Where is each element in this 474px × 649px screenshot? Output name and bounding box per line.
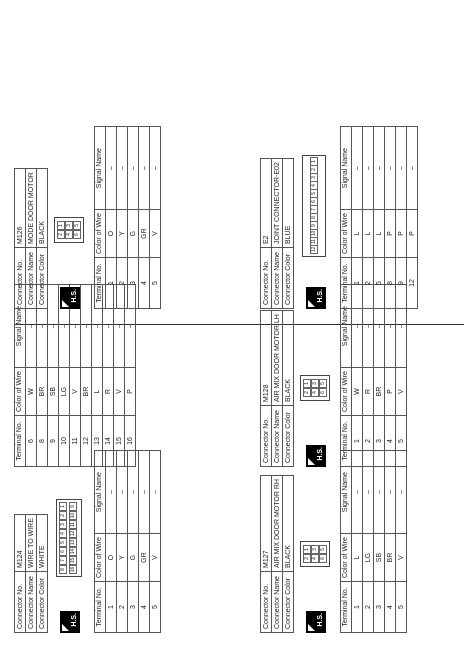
connector-face-m124 bbox=[56, 499, 82, 577]
connector-pin: 9 bbox=[69, 502, 77, 511]
connector-pin: 3 bbox=[311, 545, 319, 554]
terminal-cell: 1 bbox=[106, 258, 117, 309]
conn-color-value: WHITE bbox=[37, 515, 48, 572]
wire-color-cell: W bbox=[352, 368, 363, 416]
wire-color-cell: SB bbox=[374, 534, 385, 582]
table-row bbox=[150, 451, 161, 633]
signal-cell: – bbox=[396, 127, 407, 210]
connector-pin: 16 bbox=[70, 566, 76, 573]
terminal-table-m128: Terminal No. Color of Wire Signal Name 1 W – 2 R – 3 BR – 4 P – 5 V – bbox=[340, 284, 407, 467]
terminal-cell: 15 bbox=[114, 416, 125, 467]
wire-color-cell: L bbox=[363, 210, 374, 258]
connector-pin: 1 bbox=[59, 502, 67, 511]
table-row bbox=[385, 451, 396, 633]
terminal-cell: 9 bbox=[396, 258, 407, 309]
connector-face-e2 bbox=[302, 155, 326, 257]
terminal-cell: 12 bbox=[407, 258, 418, 309]
connector-pin: 13 bbox=[70, 539, 76, 546]
table-row bbox=[48, 285, 59, 467]
conn-name-value: MODE DOOR MOTOR bbox=[26, 169, 37, 248]
table-row bbox=[114, 285, 125, 467]
wire-color-cell: L bbox=[352, 534, 363, 582]
connector-block-m128 bbox=[260, 284, 407, 467]
signal-cell: – bbox=[139, 451, 150, 534]
wire-color-cell: R bbox=[103, 368, 114, 416]
connector-pin: 11 bbox=[70, 521, 76, 528]
table-row bbox=[26, 285, 37, 467]
signal-cell: – bbox=[385, 127, 396, 210]
connector-pin: 7 bbox=[59, 556, 67, 565]
connector-block-m124 bbox=[14, 450, 161, 633]
terminal-table-m124-cont bbox=[14, 284, 136, 467]
signal-cell: – bbox=[385, 285, 396, 368]
wire-color-cell: V bbox=[150, 210, 161, 258]
hs-icon: H.S. bbox=[306, 611, 326, 633]
wire-color-cell: BR bbox=[385, 534, 396, 582]
wire-color-cell: L bbox=[352, 210, 363, 258]
connector-pin: 7 bbox=[310, 205, 318, 214]
connector-pin: 2 bbox=[303, 554, 311, 563]
signal-cell: – bbox=[125, 285, 136, 368]
wire-color-cell: L bbox=[92, 368, 103, 416]
connector-pin: 15 bbox=[70, 557, 76, 564]
hs-icon: H.S. bbox=[306, 445, 326, 467]
signal-cell: – bbox=[59, 285, 70, 368]
signal-cell: – bbox=[26, 285, 37, 368]
wire-color-header: Color of Wire bbox=[15, 368, 26, 416]
signal-cell: – bbox=[352, 127, 363, 210]
conn-color-label: Connector Color bbox=[37, 248, 48, 309]
terminal-cell: 2 bbox=[363, 416, 374, 467]
terminal-cell: 1 bbox=[352, 258, 363, 309]
wire-color-header: Color of Wire bbox=[95, 534, 106, 582]
terminal-cell: 3 bbox=[374, 582, 385, 633]
conn-name-label: Connector Name bbox=[26, 248, 37, 309]
signal-cell: – bbox=[150, 127, 161, 210]
terminal-cell: 3 bbox=[128, 582, 139, 633]
connector-pin: 1 bbox=[303, 545, 311, 554]
terminal-cell: 1 bbox=[106, 582, 117, 633]
hs-icon: H.S. bbox=[60, 611, 80, 633]
wire-color-cell: GR bbox=[139, 210, 150, 258]
table-row bbox=[117, 127, 128, 309]
connector-pin: 2 bbox=[303, 388, 311, 397]
table-row bbox=[363, 451, 374, 633]
wire-color-cell: P bbox=[125, 368, 136, 416]
wire-color-cell: G bbox=[128, 210, 139, 258]
table-row bbox=[37, 285, 48, 467]
terminal-cell: 4 bbox=[139, 582, 150, 633]
terminal-cell: 4 bbox=[385, 582, 396, 633]
connector-pin: 8 bbox=[310, 213, 318, 222]
connector-pin: 5 bbox=[73, 221, 81, 230]
wire-color-cell: V bbox=[396, 534, 407, 582]
connector-pin: 10 bbox=[70, 512, 76, 519]
signal-cell: – bbox=[139, 127, 150, 210]
terminal-cell: 2 bbox=[363, 258, 374, 309]
table-row bbox=[139, 127, 150, 309]
signal-cell: – bbox=[37, 285, 48, 368]
signal-cell: – bbox=[363, 127, 374, 210]
terminal-cell: 11 bbox=[70, 416, 81, 467]
wire-color-cell: W bbox=[26, 368, 37, 416]
terminal-cell: 5 bbox=[396, 582, 407, 633]
connector-pin: 9 bbox=[310, 221, 318, 230]
terminal-cell: 2 bbox=[117, 258, 128, 309]
signal-cell: – bbox=[352, 451, 363, 534]
table-row bbox=[385, 285, 396, 467]
terminal-cell: 6 bbox=[26, 416, 37, 467]
wire-color-cell: O bbox=[106, 534, 117, 582]
table-row bbox=[396, 451, 407, 633]
connector-pin: 3 bbox=[311, 379, 319, 388]
terminal-cell: 14 bbox=[103, 416, 114, 467]
terminal-cell: 3 bbox=[128, 258, 139, 309]
signal-header: Signal Name bbox=[95, 451, 106, 534]
connector-block-m126 bbox=[14, 126, 161, 309]
wire-color-cell: Y bbox=[117, 210, 128, 258]
wire-color-cell: BR bbox=[374, 368, 385, 416]
table-row bbox=[92, 285, 103, 467]
connector-block-e2 bbox=[260, 126, 418, 309]
connector-pin: 6 bbox=[319, 388, 327, 397]
terminal-cell: 5 bbox=[150, 582, 161, 633]
wire-color-cell: P bbox=[385, 210, 396, 258]
terminal-cell: 8 bbox=[37, 416, 48, 467]
wire-color-cell: LG bbox=[363, 534, 374, 582]
wire-color-cell: P bbox=[396, 210, 407, 258]
signal-cell: – bbox=[81, 285, 92, 368]
signal-cell: – bbox=[374, 127, 385, 210]
signal-cell: – bbox=[128, 451, 139, 534]
terminal-cell: 8 bbox=[385, 258, 396, 309]
signal-cell: – bbox=[396, 285, 407, 368]
signal-cell: – bbox=[374, 451, 385, 534]
connector-pin: 10 bbox=[311, 230, 317, 237]
signal-cell: – bbox=[103, 285, 114, 368]
terminal-cell: 16 bbox=[125, 416, 136, 467]
wire-color-cell: L bbox=[374, 210, 385, 258]
signal-cell: – bbox=[407, 127, 418, 210]
wire-color-cell: V bbox=[114, 368, 125, 416]
terminal-cell: 1 bbox=[352, 416, 363, 467]
terminal-table-m126: Terminal No. Color of Wire Signal Name 1 O – 2 Y – 3 G – 4 GR – 5 V – bbox=[94, 126, 161, 309]
connector-face-m126 bbox=[54, 217, 84, 243]
connector-pin: 2 bbox=[57, 230, 65, 239]
connector-block-m127 bbox=[260, 450, 407, 633]
conn-name-label: Connector Name bbox=[26, 572, 37, 633]
signal-cell: – bbox=[128, 127, 139, 210]
table-row bbox=[363, 285, 374, 467]
connector-pin: 2 bbox=[310, 165, 318, 174]
table-row bbox=[139, 451, 150, 633]
connector-pin: 3 bbox=[59, 520, 67, 529]
signal-cell: – bbox=[70, 285, 81, 368]
wire-color-cell: V bbox=[70, 368, 81, 416]
connector-header bbox=[14, 168, 48, 309]
wire-color-cell: P bbox=[407, 210, 418, 258]
table-row bbox=[352, 451, 363, 633]
connector-pin: 5 bbox=[319, 545, 327, 554]
connector-header: Connector No. E2 Connector Name JOINT CONNECTOR-E02 Connector Color BLUE bbox=[260, 158, 294, 309]
signal-cell: – bbox=[352, 285, 363, 368]
wire-color-cell: G bbox=[128, 534, 139, 582]
connector-pin: 1 bbox=[310, 157, 318, 166]
signal-header: Signal Name bbox=[15, 285, 26, 368]
table-row bbox=[374, 127, 385, 309]
connector-pin: 6 bbox=[310, 197, 318, 206]
connector-face-m128 bbox=[300, 375, 330, 401]
table-row bbox=[103, 285, 114, 467]
terminal-cell: 13 bbox=[92, 416, 103, 467]
table-row bbox=[385, 127, 396, 309]
signal-cell: – bbox=[150, 451, 161, 534]
table-row bbox=[128, 451, 139, 633]
connector-pin: 3 bbox=[65, 221, 73, 230]
table-row bbox=[70, 285, 81, 467]
connector-pin: 1 bbox=[303, 379, 311, 388]
table-row bbox=[106, 127, 117, 309]
terminal-cell: 9 bbox=[48, 416, 59, 467]
terminal-cell: 4 bbox=[139, 258, 150, 309]
signal-cell: – bbox=[106, 127, 117, 210]
connector-pin: 3 bbox=[310, 173, 318, 182]
connector-header: Connector No. M127 Connector Name AIR MIX DOOR MOTOR RH Connector Color BLACK bbox=[260, 475, 294, 633]
table-row bbox=[106, 451, 117, 633]
signal-cell: – bbox=[385, 451, 396, 534]
table-row bbox=[59, 285, 70, 467]
table-row bbox=[150, 127, 161, 309]
wire-color-cell: GR bbox=[139, 534, 150, 582]
terminal-cell: 12 bbox=[81, 416, 92, 467]
connector-pin: 6 bbox=[73, 230, 81, 239]
wire-color-cell: SB bbox=[48, 368, 59, 416]
signal-cell: – bbox=[92, 285, 103, 368]
wire-color-cell: BR bbox=[81, 368, 92, 416]
terminal-header: Terminal No. bbox=[15, 416, 26, 467]
table-row bbox=[396, 127, 407, 309]
table-row bbox=[81, 285, 92, 467]
conn-color-value: BLACK bbox=[37, 169, 48, 248]
signal-cell: – bbox=[396, 451, 407, 534]
wire-color-cell: O bbox=[106, 210, 117, 258]
signal-cell: – bbox=[48, 285, 59, 368]
table-row bbox=[363, 127, 374, 309]
connector-header bbox=[14, 514, 48, 633]
signal-cell: – bbox=[106, 451, 117, 534]
terminal-table-m127: Terminal No. Color of Wire Signal Name 1 L – 2 LG – 3 SB – 4 BR – 5 V – bbox=[340, 450, 407, 633]
signal-cell: – bbox=[117, 127, 128, 210]
wire-color-cell: BR bbox=[37, 368, 48, 416]
connector-pin: 1 bbox=[57, 221, 65, 230]
conn-no-label: Connector No. bbox=[15, 572, 26, 633]
table-row bbox=[117, 451, 128, 633]
table-row bbox=[374, 285, 385, 467]
hs-icon: H.S. bbox=[60, 287, 80, 309]
connector-face-m127 bbox=[300, 541, 330, 567]
conn-name-value: WIRE TO WIRE bbox=[26, 515, 37, 572]
connector-pin: 2 bbox=[59, 511, 67, 520]
table-row bbox=[352, 127, 363, 309]
conn-no-label: Connector No. bbox=[15, 248, 26, 309]
table-row bbox=[125, 285, 136, 467]
terminal-cell: 5 bbox=[396, 416, 407, 467]
connector-pin: 11 bbox=[311, 238, 317, 245]
connector-pin: 6 bbox=[319, 554, 327, 563]
terminal-cell: 2 bbox=[117, 582, 128, 633]
table-row bbox=[396, 285, 407, 467]
table-row bbox=[128, 127, 139, 309]
connector-header: Connector No. M128 Connector Name AIR MIX DOOR MOTOR LH Connector Color BLACK bbox=[260, 310, 294, 467]
wire-color-cell: V bbox=[396, 368, 407, 416]
connector-block-m124-cont bbox=[14, 284, 136, 467]
connector-pin: 12 bbox=[311, 246, 317, 253]
signal-cell: – bbox=[363, 451, 374, 534]
conn-color-label: Connector Color bbox=[37, 572, 48, 633]
terminal-cell: 5 bbox=[150, 258, 161, 309]
connector-pin: 14 bbox=[70, 548, 76, 555]
connector-pin: 5 bbox=[319, 379, 327, 388]
connector-pin: 4 bbox=[311, 554, 319, 563]
terminal-cell: 10 bbox=[59, 416, 70, 467]
connector-pin: 6 bbox=[59, 547, 67, 556]
connector-pin: 4 bbox=[311, 388, 319, 397]
connector-pin: 4 bbox=[59, 529, 67, 538]
terminal-cell: 4 bbox=[385, 416, 396, 467]
terminal-cell: 1 bbox=[352, 582, 363, 633]
conn-no-value: M124 bbox=[15, 515, 26, 572]
signal-cell: – bbox=[374, 285, 385, 368]
connector-pin: 4 bbox=[65, 230, 73, 239]
wire-color-cell: R bbox=[363, 368, 374, 416]
terminal-table-e2: Terminal No. Color of Wire Signal Name 1 L – 2 L – 5 L – 8 P – 9 P – 12 P – bbox=[340, 126, 418, 309]
conn-no-value: M126 bbox=[15, 169, 26, 248]
wire-color-cell: P bbox=[385, 368, 396, 416]
terminal-cell: 5 bbox=[374, 258, 385, 309]
terminal-table-m124 bbox=[94, 450, 161, 633]
connector-pin: 12 bbox=[70, 530, 76, 537]
terminal-cell: 2 bbox=[363, 582, 374, 633]
connector-pin: 8 bbox=[59, 565, 67, 574]
terminal-cell: 3 bbox=[374, 416, 385, 467]
signal-cell: – bbox=[363, 285, 374, 368]
wire-color-cell: V bbox=[150, 534, 161, 582]
terminal-header: Terminal No. bbox=[95, 582, 106, 633]
table-row bbox=[352, 285, 363, 467]
signal-cell: – bbox=[114, 285, 125, 368]
connector-pin: 5 bbox=[59, 538, 67, 547]
connector-pin: 5 bbox=[310, 189, 318, 198]
table-row bbox=[374, 451, 385, 633]
wire-color-cell: LG bbox=[59, 368, 70, 416]
hs-icon: H.S. bbox=[306, 287, 326, 309]
wire-color-cell: Y bbox=[117, 534, 128, 582]
signal-cell: – bbox=[117, 451, 128, 534]
table-row bbox=[407, 127, 418, 309]
connector-pin: 4 bbox=[310, 181, 318, 190]
